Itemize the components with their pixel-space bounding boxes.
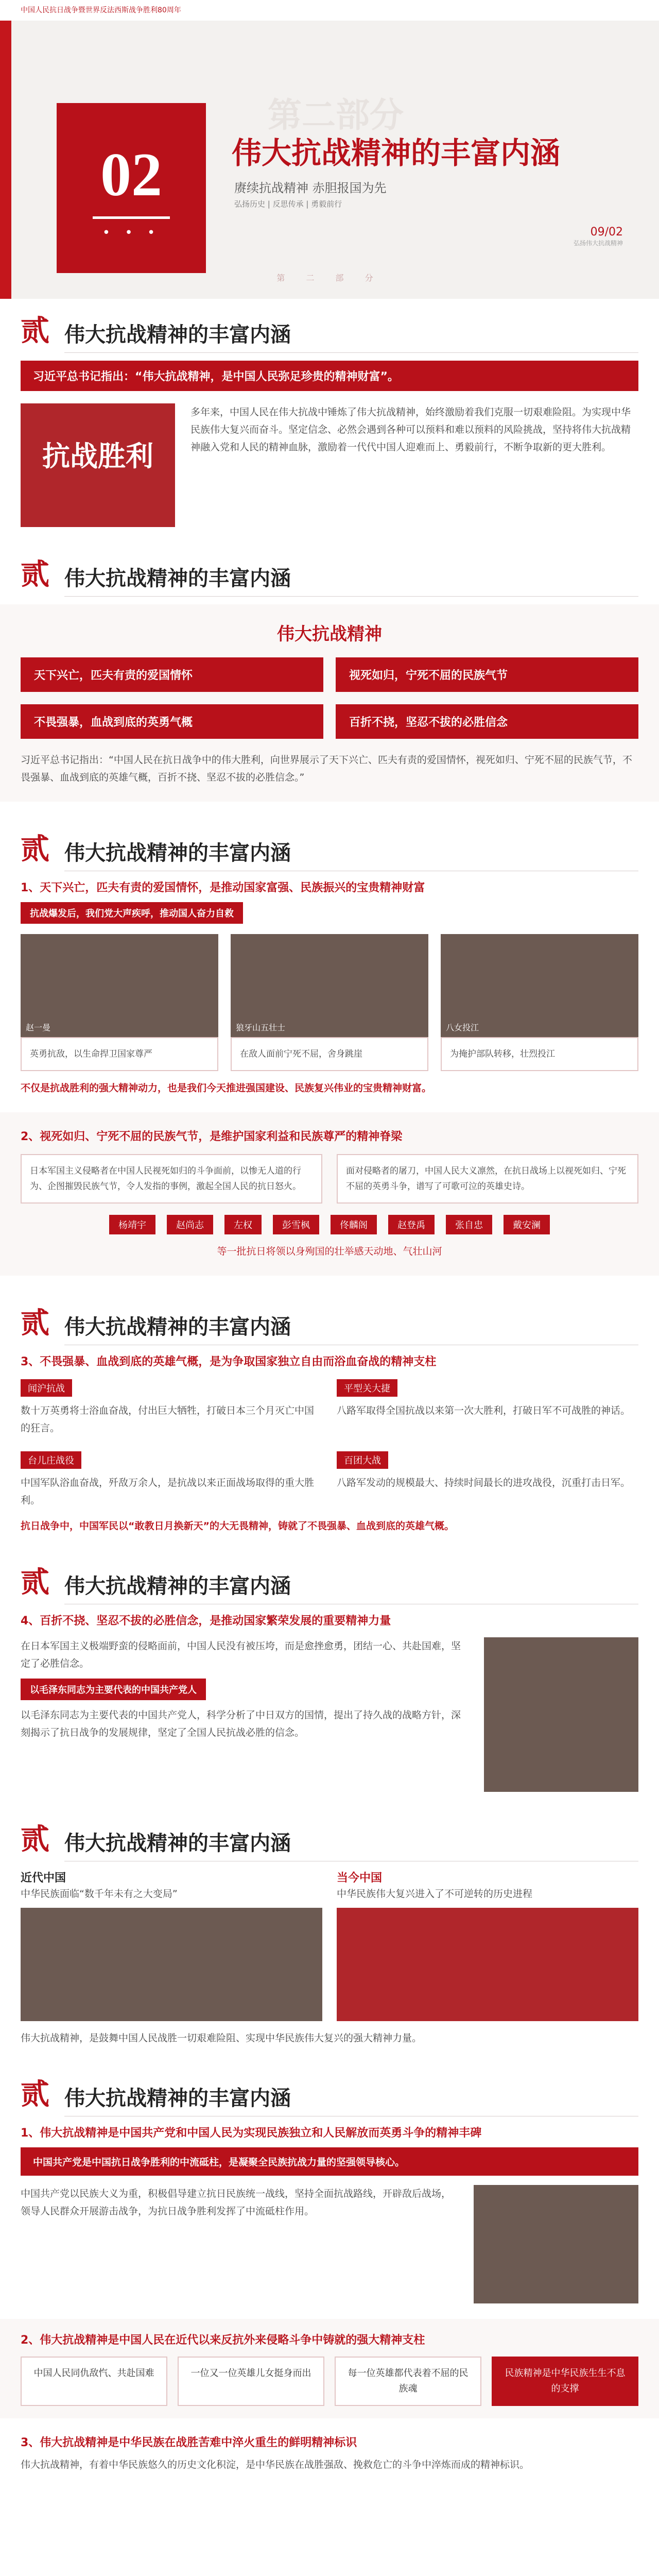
section-header-1 — [0, 299, 659, 361]
cover-page-sub: 弘扬伟大抗战精神 — [573, 240, 623, 247]
s5-panel — [0, 1353, 659, 1535]
page-header: 中国人民抗日战争暨世界反法西斯战争胜利80周年 — [21, 6, 181, 14]
s7-right-image — [337, 1908, 638, 2021]
s5-title: 3、不畏强暴、血战到底的英雄气概，是为争取国家独立自由而浴血奋战的精神支柱 — [21, 1355, 437, 1368]
s5-box — [21, 1379, 322, 1437]
s5-tag: 台儿庄战役 — [21, 1451, 81, 1469]
section-title: 伟大抗战精神的丰富内涵 — [64, 2086, 291, 2110]
s7-foot: 伟大抗战精神，是鼓舞中国人民战胜一切艰难险阻、实现中华民族伟大复兴的强大精神力量。 — [21, 2032, 422, 2044]
s3-text: 英勇抗敌，以生命捍卫国家尊严 — [21, 1037, 218, 1071]
cover-subtitle: 赓续抗战精神 赤胆报国为先 — [234, 181, 387, 195]
s3-caption: 赵一曼 — [26, 1023, 51, 1032]
s9-box: 中国人民同仇敌忾、共赴国难 — [21, 2357, 167, 2406]
section-title: 伟大抗战精神的丰富内涵 — [64, 323, 291, 347]
cover-tags: 弘扬历史 | 反思传承 | 勇毅前行 — [234, 199, 342, 209]
s5-box — [21, 1451, 322, 1509]
cover-page-indicator — [574, 226, 623, 247]
section-glyph: 贰 — [21, 1306, 49, 1340]
s1-image — [21, 403, 175, 527]
section-glyph: 贰 — [21, 2077, 49, 2111]
s1-quote-banner: 习近平总书记指出：“伟大抗战精神，是中国人民弥足珍贵的精神财富”。 — [21, 361, 638, 391]
s1-body: 多年来，中国人民在伟大抗战中锤炼了伟大抗战精神，始终激励着我们克服一切艰难险阻。为实现中华民族伟大复兴而奋斗。坚定信念、必然会遇到各种可以预料和难以预料的风险挑战，坚持将伟大抗战精神融入党和人民的精神血脉，激励着一代代中国人迎难而上、勇毅前行，不断争取新的更大胜利。 — [190, 406, 631, 453]
s7-right — [337, 1869, 638, 2021]
s3-foot: 不仅是抗战胜利的强大精神动力，也是我们今天推进强国建设、民族复兴伟业的宝贵精神财富。 — [21, 1082, 432, 1094]
s2-panel — [0, 604, 659, 802]
s6-image — [484, 1637, 638, 1792]
s6-body: 在日本军国主义极端野蛮的侵略面前，中国人民没有被压垮，而是愈挫愈勇，团结一心、共赴国难，坚定了必胜信念。 — [21, 1640, 461, 1669]
s9-title: 2、伟大抗战精神是中国人民在近代以来反抗外来侵略斗争中铸就的强大精神支柱 — [21, 2334, 425, 2347]
s2-heading: 伟大抗战精神 — [277, 624, 382, 645]
s1-image-text: 抗战胜利 — [42, 439, 153, 472]
s7-left-image — [21, 1908, 322, 2021]
section-header-3 — [0, 817, 659, 879]
s5-text: 数十万英勇将士浴血奋战，付出巨大牺牲，打破日本三个月灭亡中国的狂言。 — [21, 1405, 315, 1434]
s5-tag: 闻沪抗战 — [21, 1379, 72, 1397]
cover-number-block — [57, 103, 206, 273]
section-header-5 — [0, 1291, 659, 1353]
s9-panel — [0, 2319, 659, 2418]
cover-section — [0, 21, 659, 299]
s6-title: 4、百折不挠、坚忍不拔的必胜信念，是推动国家繁荣发展的重要精神力量 — [21, 1615, 391, 1628]
s7-left — [21, 1869, 322, 2021]
s6-sub: 以毛泽东同志为主要代表的中国共产党人 — [21, 1679, 206, 1700]
section-glyph: 贰 — [21, 314, 49, 348]
general-name: 左权 — [224, 1215, 262, 1234]
section-title: 伟大抗战精神的丰富内涵 — [64, 1574, 291, 1598]
general-name: 佟麟阁 — [331, 1215, 377, 1234]
section-header-2 — [0, 543, 659, 604]
s3-photo — [231, 934, 428, 1037]
s10-body: 伟大抗战精神，有着中华民族悠久的历史文化积淀，是中华民族在战胜强敌、挽救危亡的斗争中淬炼而成的精神标识。 — [21, 2459, 530, 2470]
s8-lead: 中国共产党是中国抗日战争胜利的中流砥柱，是凝聚全民族抗战力量的坚强领导核心。 — [21, 2147, 638, 2176]
s4-right: 面对侵略者的屠刀，中国人民大义凛然，在抗日战场上以视死如归、宁死不屈的英勇斗争，谱写了可歌可泣的英雄史诗。 — [337, 1154, 638, 1204]
section-glyph: 贰 — [21, 832, 49, 866]
s2-item: 天下兴亡，匹夫有责的爱国情怀 — [21, 657, 323, 692]
s3-card — [231, 934, 428, 1071]
s1-panel — [0, 361, 659, 527]
s9-box: 一位又一位英雄儿女挺身而出 — [178, 2357, 324, 2406]
s6-panel — [0, 1612, 659, 1792]
s5-tag: 平型关大捷 — [337, 1379, 397, 1397]
s7-left-title: 近代中国 — [21, 1872, 66, 1885]
s3-text: 在敌人面前宁死不屈，舍身跳崖 — [231, 1037, 428, 1071]
s3-text: 为掩护部队转移，壮烈投江 — [441, 1037, 638, 1071]
cover-bottom-text: 第 二 部 分 — [276, 273, 383, 283]
s9-box: 每一位英雄都代表着不屈的民族魂 — [335, 2357, 481, 2406]
s2-item: 百折不挠，坚忍不拔的必胜信念 — [336, 704, 638, 739]
general-name: 张自忠 — [446, 1215, 492, 1234]
section-rule — [64, 596, 638, 597]
s4-title: 2、视死如归、宁死不屈的民族气节，是维护国家利益和民族尊严的精神脊梁 — [21, 1130, 403, 1143]
section-title: 伟大抗战精神的丰富内涵 — [64, 1315, 291, 1339]
s8-body: 中国共产党以民族大义为重，积极倡导建立抗日民族统一战线，坚持全面抗战路线，开辟敌后战场，领导人民群众开展游击战争，为抗日战争胜利发挥了中流砥柱作用。 — [21, 2188, 452, 2217]
section-header-8 — [0, 2062, 659, 2124]
s6-body2: 以毛泽东同志为主要代表的中国共产党人，科学分析了中日双方的国情，提出了持久战的战略方针，深刻揭示了抗日战争的发展规律，坚定了全国人民抗战必胜的信念。 — [21, 1709, 461, 1738]
s2-item: 视死如归，宁死不屈的民族气节 — [336, 657, 638, 692]
cover-title: 伟大抗战精神的丰富内涵 — [232, 135, 561, 171]
s4-names — [21, 1215, 638, 1234]
s3-photo — [21, 934, 218, 1037]
cover-dots: • • • — [102, 225, 161, 241]
section-header-7 — [0, 1807, 659, 1869]
s5-text: 八路军发动的规模最大、持续时间最长的进攻战役，沉重打击日军。 — [337, 1477, 631, 1488]
s5-text: 八路军取得全国抗战以来第一次大胜利，打破日军不可战胜的神话。 — [337, 1405, 631, 1416]
s3-lead: 抗战爆发后，我们党大声疾呼，推动国人奋力自救 — [21, 902, 243, 924]
section-glyph: 贰 — [21, 1565, 49, 1599]
s7-right-title: 当今中国 — [337, 1872, 383, 1885]
general-name: 戴安澜 — [504, 1215, 550, 1234]
s8-title: 1、伟大抗战精神是中国共产党和中国人民为实现民族独立和人民解放而英勇斗争的精神丰碑 — [21, 2127, 482, 2140]
s5-box — [337, 1451, 638, 1509]
s5-box — [337, 1379, 638, 1437]
s8-panel — [0, 2124, 659, 2303]
section-header-6 — [0, 1550, 659, 1612]
s3-panel — [0, 879, 659, 1097]
section-title: 伟大抗战精神的丰富内涵 — [64, 841, 291, 865]
section-title: 伟大抗战精神的丰富内涵 — [64, 566, 291, 590]
s4-left: 日本军国主义侵略者在中国人民视死如归的斗争面前，以惨无人道的行为、企图摧毁民族气节，令人发指的事例，激起全国人民的抗日怒火。 — [21, 1154, 322, 1204]
s5-text: 中国军队浴血奋战，歼敌万余人，是抗战以来正面战场取得的重大胜利。 — [21, 1477, 315, 1506]
general-name: 赵登禹 — [388, 1215, 435, 1234]
s10-panel — [0, 2434, 659, 2473]
s8-image — [474, 2185, 638, 2303]
section-glyph: 贰 — [21, 1822, 49, 1856]
s2-quote: 习近平总书记指出：“中国人民在抗日战争中的伟大胜利，向世界展示了天下兴亡、匹夫有责的爱国情怀，视死如归、宁死不屈的民族气节，不畏强暴、血战到底的英雄气概，百折不挠、坚忍不拔的必胜信念。” — [21, 754, 632, 783]
s3-card — [441, 934, 638, 1071]
cover-page-number: 09/02 — [590, 226, 623, 239]
cover-ghost-text: 第二部分 — [268, 95, 404, 135]
s3-caption: 狼牙山五壮士 — [236, 1023, 286, 1032]
general-name: 彭雪枫 — [273, 1215, 319, 1234]
s9-box: 民族精神是中华民族生生不息的支撑 — [492, 2357, 638, 2406]
s3-title: 1、天下兴亡，匹夫有责的爱国情怀，是推动国家富强、民族振兴的宝贵精神财富 — [21, 882, 425, 894]
s7-right-sub: 中华民族伟大复兴进入了不可逆转的历史进程 — [337, 1888, 533, 1900]
section-rule — [64, 352, 638, 353]
cover-left-bar — [0, 21, 11, 299]
s7-left-sub: 中华民族面临“数千年未有之大变局” — [21, 1888, 178, 1900]
cover-divider — [93, 216, 170, 219]
s5-foot: 抗日战争中，中国军民以“敢教日月换新天”的大无畏精神，铸就了不畏强暴、血战到底的英雄气概。 — [21, 1520, 454, 1532]
section-title: 伟大抗战精神的丰富内涵 — [64, 1831, 291, 1855]
section-glyph: 贰 — [21, 557, 49, 591]
s2-grid — [21, 657, 638, 739]
general-name: 杨靖宇 — [109, 1215, 155, 1234]
s10-title: 3、伟大抗战精神是中华民族在战胜苦难中淬火重生的鲜明精神标识 — [21, 2436, 357, 2449]
s3-caption: 八女投江 — [446, 1023, 479, 1032]
s4-panel — [0, 1112, 659, 1276]
s3-photo — [441, 934, 638, 1037]
s4-foot: 等一批抗日将领以身殉国的壮举感天动地、气壮山河 — [217, 1246, 442, 1257]
general-name: 赵尚志 — [167, 1215, 213, 1234]
s3-card — [21, 934, 218, 1071]
s2-item: 不畏强暴，血战到底的英勇气概 — [21, 704, 323, 739]
s7-panel — [0, 1869, 659, 2047]
s5-tag: 百团大战 — [337, 1451, 388, 1469]
cover-number: 02 — [100, 140, 162, 209]
